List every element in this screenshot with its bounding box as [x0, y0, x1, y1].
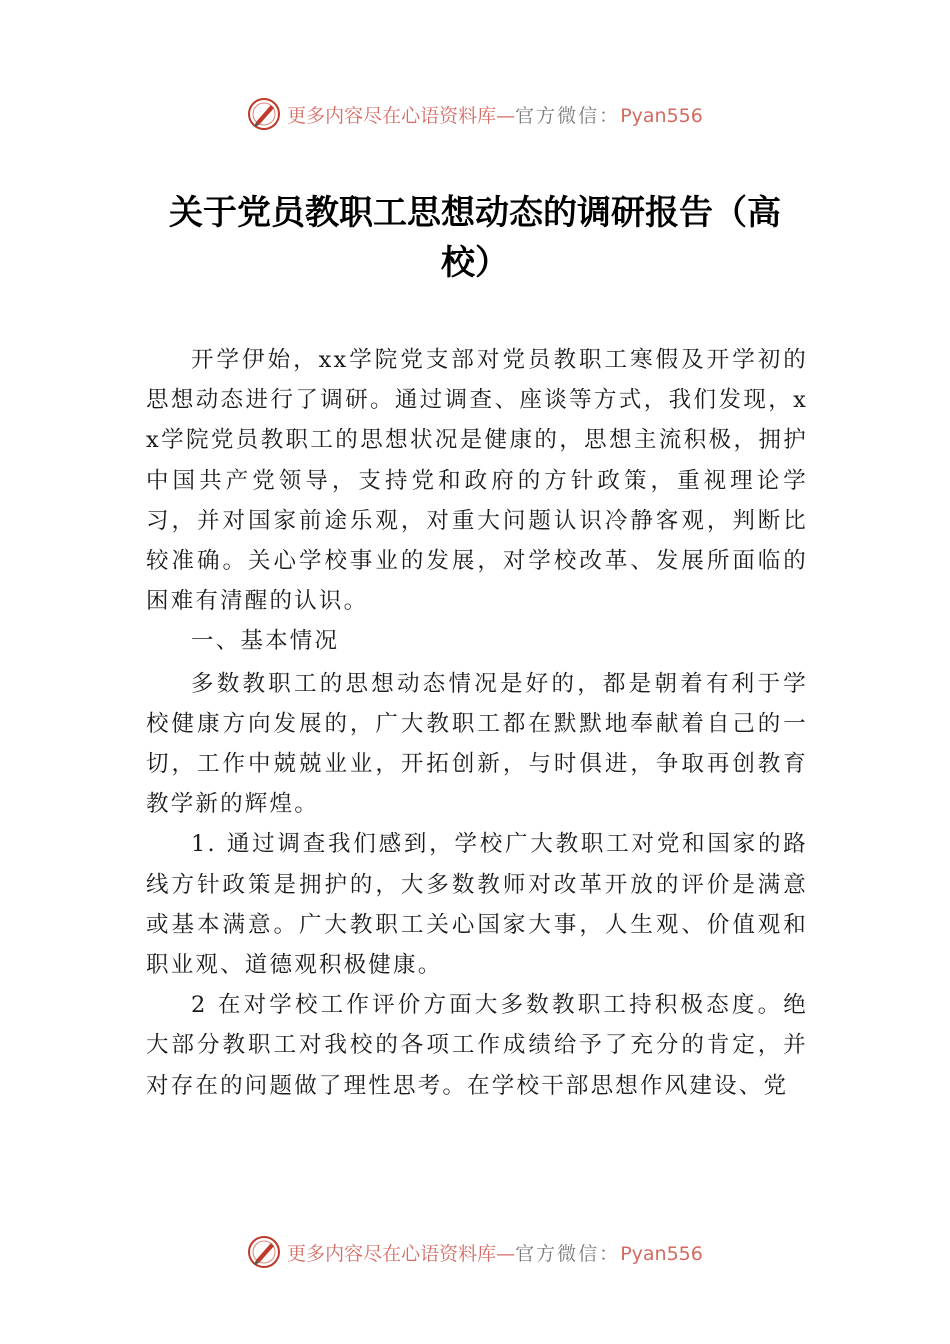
- wechat-label: 官方微信：: [515, 1242, 621, 1265]
- promo-separator: —: [496, 104, 516, 127]
- intro-paragraph: 开学伊始，xx学院党支部对党员教职工寒假及开学初的思想动态进行了调研。通过调查、座谈等方式，我们发现，xx学院党员教职工的思想状况是健康的，思想主流积极，拥护中国共产党领导，支持党和政府的方针政策，重视理论学习，并对国家前途乐观，对重大问题认识冷静客观，判断比较准确。关心学校事业的发展，对学校改革、发展所面临的困难有清醒的认识。: [146, 347, 808, 615]
- pen-seal-icon: [247, 1235, 281, 1269]
- document-title: 关于党员教职工思想动态的调研报告（高校）: [169, 193, 781, 283]
- promo-separator: —: [496, 1242, 516, 1265]
- footer-banner: [0, 1230, 950, 1274]
- body-paragraph: 多数教职工的思想动态情况是好的，都是朝着有利于学校健康方向发展的，广大教职工都在默默地奉献着自己的一切，工作中兢兢业业，开拓创新，与时俱进，争取再创教育教学新的辉煌。: [146, 670, 808, 818]
- wechat-account: Pyan556: [620, 104, 703, 127]
- promo-slogan: 更多内容尽在心语资料库: [287, 104, 497, 127]
- section-heading: 一、基本情况: [191, 628, 340, 655]
- wechat-label: 官方微信：: [515, 104, 621, 127]
- pen-seal-icon: [247, 97, 281, 131]
- document-body: [146, 340, 808, 1106]
- promo-slogan: 更多内容尽在心语资料库: [287, 1242, 497, 1265]
- list-item-2: 2 在对学校工作评价方面大多数教职工持积极态度。绝大部分教职工对我校的各项工作成绩给予了充分的肯定，并对存在的问题做了理性思考。在学校干部思想作风建设、党: [146, 992, 808, 1099]
- wechat-account: Pyan556: [620, 1242, 703, 1265]
- promo-text: [287, 1239, 703, 1266]
- list-item-1: 1. 通过调查我们感到，学校广大教职工对党和国家的路线方针政策是拥护的，大多数教师对改革开放的评价是满意或基本满意。广大教职工关心国家大事，人生观、价值观和职业观、道德观积极健康。: [146, 831, 808, 979]
- header-banner: [0, 92, 950, 136]
- promo-text: [287, 101, 703, 128]
